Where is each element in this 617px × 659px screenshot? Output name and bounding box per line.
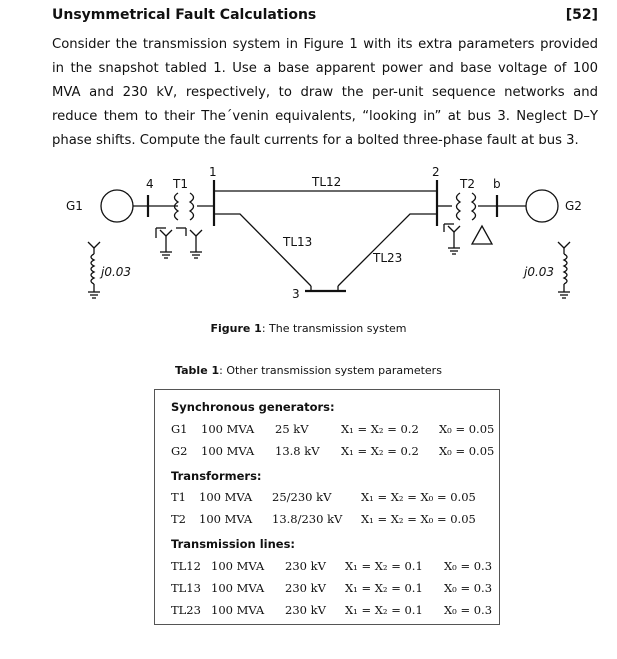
problem-statement: Consider the transmission system in Figure 1 with its extra parameters provided in the snapshot tabled 1. Use a base apparent power and base voltage of 100 MVA and 230 kV, respectively, to draw the per-unit sequence networks and reduce them to their The´venin equivalents, “looking in” at bus 3. Neglect D–Y phase shifts. Compute the fault currents for a bolted three-phase fault at bus 3.	[52, 37, 598, 148]
figure-caption-label: Figure 1	[210, 322, 262, 335]
table-caption-text: : Other transmission system parameters	[219, 364, 442, 377]
line-name: TL13	[171, 581, 201, 595]
line-x12: X₁ = X₂ = 0.1	[345, 559, 423, 573]
label-bus3: 3	[292, 287, 300, 301]
xfmr-name: T1	[171, 490, 186, 504]
label-bus2: 2	[432, 165, 440, 179]
line-kv: 230 kV	[285, 559, 326, 573]
g1-neutral-ground	[88, 242, 100, 298]
gen-name: G2	[171, 444, 188, 458]
problem-title: Unsymmetrical Fault Calculations	[52, 7, 317, 23]
line-x12: X₁ = X₂ = 0.1	[345, 603, 423, 617]
gen-mva: 100 MVA	[201, 444, 255, 458]
generator-g2-symbol	[526, 190, 558, 222]
line-kv: 230 kV	[285, 581, 326, 595]
label-busb: b	[493, 177, 501, 191]
label-t1: T1	[173, 177, 188, 191]
label-t2: T2	[460, 177, 475, 191]
gen-mva: 100 MVA	[201, 422, 255, 436]
label-bus1: 1	[209, 165, 217, 179]
xfmr-x: X₁ = X₂ = X₀ = 0.05	[361, 490, 476, 504]
line-tl23	[338, 214, 437, 286]
xfmr-kv: 13.8/230 kV	[272, 512, 343, 526]
label-bus4: 4	[146, 177, 154, 191]
label-g2: G2	[565, 199, 582, 213]
section-lines: Transmission lines:	[171, 537, 296, 551]
t2-delta-symbol	[472, 226, 492, 244]
gen-kv: 25 kV	[275, 422, 309, 436]
label-g1: G1	[66, 199, 83, 213]
parameters-table	[154, 389, 500, 625]
line-kv: 230 kV	[285, 603, 326, 617]
line-x0: X₀ = 0.3	[444, 559, 493, 573]
line-mva: 100 MVA	[211, 581, 265, 595]
t1-ground-left	[160, 230, 172, 258]
label-tl23: TL23	[373, 251, 403, 265]
xfmr-mva: 100 MVA	[199, 512, 253, 526]
gen-x12: X₁ = X₂ = 0.2	[341, 444, 419, 458]
line-x0: X₀ = 0.3	[444, 603, 493, 617]
xfmr-mva: 100 MVA	[199, 490, 253, 504]
generator-g1-symbol	[101, 190, 133, 222]
line-mva: 100 MVA	[211, 559, 265, 573]
line-mva: 100 MVA	[211, 603, 265, 617]
figure-caption-text: : The transmission system	[261, 322, 407, 335]
line-x12: X₁ = X₂ = 0.1	[345, 581, 423, 595]
line-x0: X₀ = 0.3	[444, 581, 493, 595]
gen-x0: X₀ = 0.05	[439, 422, 495, 436]
label-z-left: j0.03	[101, 265, 132, 279]
t1-ground-right	[176, 228, 202, 258]
figure-caption	[0, 322, 617, 335]
gen-x0: X₀ = 0.05	[439, 444, 495, 458]
label-tl12: TL12	[312, 175, 342, 189]
xfmr-kv: 25/230 kV	[272, 490, 332, 504]
xfmr-x: X₁ = X₂ = X₀ = 0.05	[361, 512, 476, 526]
line-tl13	[214, 214, 311, 286]
g2-neutral-ground	[558, 242, 570, 298]
one-line-diagram	[52, 160, 612, 310]
table-caption-label: Table 1	[175, 364, 220, 377]
section-transformers: Transformers:	[171, 469, 262, 483]
section-generators: Synchronous generators:	[171, 400, 335, 414]
problem-heading	[52, 7, 598, 27]
xfmr-name: T2	[171, 512, 186, 526]
line-name: TL12	[171, 559, 201, 573]
label-z-right: j0.03	[524, 265, 555, 279]
line-name: TL23	[171, 603, 201, 617]
gen-x12: X₁ = X₂ = 0.2	[341, 422, 419, 436]
gen-name: G1	[171, 422, 188, 436]
label-tl13: TL13	[283, 235, 313, 249]
t2-ground	[444, 224, 460, 254]
table-caption	[0, 364, 617, 377]
gen-kv: 13.8 kV	[275, 444, 320, 458]
problem-marks: [52]	[565, 7, 598, 23]
